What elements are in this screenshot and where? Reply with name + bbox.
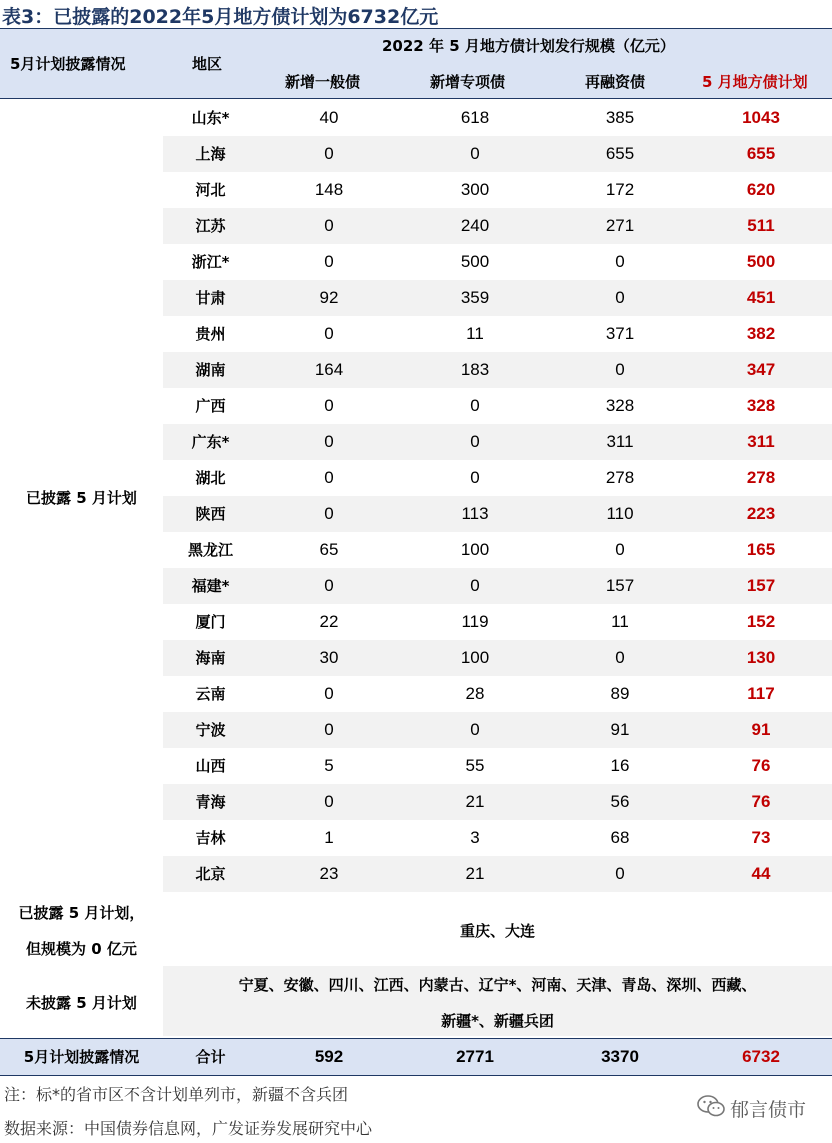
refinance-cell: 110 xyxy=(606,504,634,523)
group-label-disclosed: 已披露 5 月计划 xyxy=(26,489,137,507)
table-row xyxy=(0,280,832,316)
table-row xyxy=(0,712,832,748)
general-cell: 0 xyxy=(324,432,334,451)
table-row xyxy=(0,100,832,136)
region-cell: 广东* xyxy=(191,433,230,451)
region-cell: 湖南 xyxy=(195,361,226,379)
region-cell: 广西 xyxy=(195,397,226,415)
header-col-general: 新增一般债 xyxy=(285,73,361,91)
table-title-bar xyxy=(0,0,832,29)
total-refinance: 3370 xyxy=(601,1047,639,1066)
table-row xyxy=(0,856,832,892)
table-row xyxy=(0,784,832,820)
refinance-cell: 157 xyxy=(605,576,635,595)
special-cell: 21 xyxy=(465,864,485,883)
general-cell: 0 xyxy=(324,252,334,271)
total-cell: 76 xyxy=(751,756,771,775)
header-span-title: 2022 年 5 月地方债计划发行规模（亿元） xyxy=(382,37,675,55)
table-row xyxy=(0,136,832,172)
general-cell: 0 xyxy=(324,396,334,415)
zero-plan-label-line1: 已披露 5 月计划， xyxy=(18,904,145,922)
special-cell: 0 xyxy=(470,468,480,487)
refinance-cell: 385 xyxy=(605,108,635,127)
special-cell: 0 xyxy=(470,396,480,415)
refinance-cell: 91 xyxy=(610,720,630,739)
table-row xyxy=(0,244,832,280)
special-cell: 113 xyxy=(461,504,489,523)
general-cell: 0 xyxy=(324,144,334,163)
region-cell: 青海 xyxy=(195,793,226,811)
refinance-cell: 56 xyxy=(610,792,630,811)
table-header xyxy=(0,29,832,99)
general-cell: 148 xyxy=(314,180,344,199)
general-cell: 0 xyxy=(324,792,334,811)
special-cell: 11 xyxy=(466,324,484,343)
refinance-cell: 11 xyxy=(611,612,629,631)
table-note: 注：标*的省市区不含计划单列市，新疆不含兵团 xyxy=(4,1085,349,1104)
special-cell: 28 xyxy=(465,684,485,703)
total-cell: 620 xyxy=(746,180,776,199)
region-cell: 山西 xyxy=(195,757,226,775)
total-cell: 311 xyxy=(747,432,775,451)
special-cell: 55 xyxy=(465,756,485,775)
special-cell: 183 xyxy=(460,360,490,379)
not-disclosed-regions-line2: 新疆*、新疆兵团 xyxy=(441,1012,554,1030)
refinance-cell: 328 xyxy=(605,396,635,415)
total-cell: 152 xyxy=(746,612,776,631)
total-cell: 91 xyxy=(751,720,771,739)
general-cell: 0 xyxy=(324,684,334,703)
table-row xyxy=(0,316,832,352)
refinance-cell: 311 xyxy=(606,432,634,451)
special-cell: 0 xyxy=(470,720,480,739)
special-cell: 100 xyxy=(460,540,490,559)
general-cell: 65 xyxy=(319,540,339,559)
region-cell: 云南 xyxy=(195,685,226,703)
total-cell: 130 xyxy=(746,648,776,667)
refinance-cell: 0 xyxy=(615,252,625,271)
total-row xyxy=(0,1038,832,1076)
region-cell: 黑龙江 xyxy=(187,541,233,559)
total-cell: 278 xyxy=(746,468,776,487)
refinance-cell: 89 xyxy=(610,684,630,703)
region-cell: 厦门 xyxy=(195,613,226,631)
table-row xyxy=(0,568,832,604)
general-cell: 5 xyxy=(324,756,334,775)
total-general: 592 xyxy=(314,1047,344,1066)
region-cell: 北京 xyxy=(195,865,226,883)
total-cell: 223 xyxy=(746,504,776,523)
general-cell: 0 xyxy=(324,216,334,235)
special-cell: 0 xyxy=(470,432,480,451)
refinance-cell: 271 xyxy=(605,216,635,235)
table-row xyxy=(0,388,832,424)
zero-plan-row xyxy=(0,892,832,966)
refinance-cell: 655 xyxy=(605,144,635,163)
region-cell: 江苏 xyxy=(195,217,226,235)
refinance-cell: 0 xyxy=(615,540,625,559)
total-total: 6732 xyxy=(742,1047,780,1066)
total-cell: 1043 xyxy=(742,108,780,127)
special-cell: 0 xyxy=(470,576,480,595)
total-cell: 328 xyxy=(746,396,776,415)
special-cell: 0 xyxy=(470,144,480,163)
refinance-cell: 0 xyxy=(615,360,625,379)
special-cell: 618 xyxy=(460,108,490,127)
region-cell: 山东* xyxy=(191,109,230,127)
region-cell: 湖北 xyxy=(195,469,226,487)
refinance-cell: 0 xyxy=(615,648,625,667)
total-cell: 73 xyxy=(751,828,771,847)
general-cell: 164 xyxy=(314,360,344,379)
region-cell: 陕西 xyxy=(195,505,226,523)
not-disclosed-row xyxy=(0,966,832,1036)
table-row xyxy=(0,352,832,388)
general-cell: 40 xyxy=(319,108,339,127)
wechat-icon xyxy=(696,1094,726,1122)
special-cell: 300 xyxy=(460,180,490,199)
general-cell: 92 xyxy=(319,288,339,307)
refinance-cell: 371 xyxy=(605,324,635,343)
general-cell: 0 xyxy=(324,468,334,487)
table-row xyxy=(0,532,832,568)
header-col-region: 地区 xyxy=(192,55,223,73)
header-col-refinance: 再融资债 xyxy=(585,73,646,91)
total-cell: 76 xyxy=(751,792,771,811)
general-cell: 0 xyxy=(324,720,334,739)
table-title: 表3：已披露的2022年5月地方债计划为6732亿元 xyxy=(2,6,439,28)
total-special: 2771 xyxy=(456,1047,494,1066)
region-cell: 吉林 xyxy=(195,829,226,847)
region-cell: 上海 xyxy=(195,145,226,163)
refinance-cell: 0 xyxy=(615,864,625,883)
general-cell: 23 xyxy=(319,864,339,883)
special-cell: 3 xyxy=(470,828,480,847)
general-cell: 30 xyxy=(319,648,339,667)
general-cell: 0 xyxy=(324,504,334,523)
header-col-group: 5月计划披露情况 xyxy=(10,55,126,73)
refinance-cell: 278 xyxy=(605,468,635,487)
refinance-cell: 0 xyxy=(615,288,625,307)
total-cell: 347 xyxy=(746,360,776,379)
header-col-total: 5 月地方债计划 xyxy=(702,73,808,91)
table-row xyxy=(0,172,832,208)
total-cell: 500 xyxy=(746,252,776,271)
zero-plan-regions: 重庆、大连 xyxy=(459,922,535,940)
region-cell: 河北 xyxy=(195,181,226,199)
watermark-text: 郁言债市 xyxy=(729,1098,806,1121)
table-row xyxy=(0,820,832,856)
total-group-label: 5月计划披露情况 xyxy=(23,1048,140,1066)
not-disclosed-label: 未披露 5 月计划 xyxy=(26,994,137,1012)
table-row xyxy=(0,208,832,244)
table-row xyxy=(0,640,832,676)
special-cell: 359 xyxy=(460,288,490,307)
refinance-cell: 172 xyxy=(605,180,635,199)
table-row xyxy=(0,748,832,784)
general-cell: 0 xyxy=(324,576,334,595)
region-cell: 贵州 xyxy=(195,325,226,343)
total-cell: 157 xyxy=(746,576,776,595)
region-cell: 福建* xyxy=(191,577,230,595)
refinance-cell: 16 xyxy=(610,756,630,775)
total-cell: 165 xyxy=(746,540,776,559)
special-cell: 100 xyxy=(460,648,490,667)
region-cell: 甘肃 xyxy=(195,289,226,307)
refinance-cell: 68 xyxy=(610,828,630,847)
special-cell: 500 xyxy=(460,252,490,271)
general-cell: 22 xyxy=(319,612,339,631)
special-cell: 21 xyxy=(465,792,485,811)
not-disclosed-regions-line1: 宁夏、安徽、四川、江西、内蒙古、辽宁*、河南、天津、青岛、深圳、西藏、 xyxy=(238,976,757,994)
general-cell: 0 xyxy=(324,324,334,343)
header-col-special: 新增专项债 xyxy=(430,73,506,91)
region-cell: 海南 xyxy=(195,649,226,667)
total-cell: 511 xyxy=(747,216,775,235)
total-cell: 117 xyxy=(747,684,775,703)
table-row xyxy=(0,676,832,712)
table-source: 数据来源：中国债券信息网，广发证券发展研究中心 xyxy=(4,1119,373,1138)
table-row xyxy=(0,424,832,460)
region-cell: 浙江* xyxy=(191,253,230,271)
region-cell: 宁波 xyxy=(195,721,226,739)
general-cell: 1 xyxy=(324,828,334,847)
zero-plan-label-line2: 但规模为 0 亿元 xyxy=(26,940,137,958)
total-cell: 382 xyxy=(746,324,776,343)
special-cell: 119 xyxy=(461,612,489,631)
total-cell: 451 xyxy=(746,288,776,307)
total-cell: 44 xyxy=(751,864,771,883)
special-cell: 240 xyxy=(460,216,490,235)
watermark xyxy=(696,1094,806,1122)
table-row xyxy=(0,604,832,640)
total-region-label: 合计 xyxy=(195,1048,226,1066)
total-cell: 655 xyxy=(746,144,776,163)
